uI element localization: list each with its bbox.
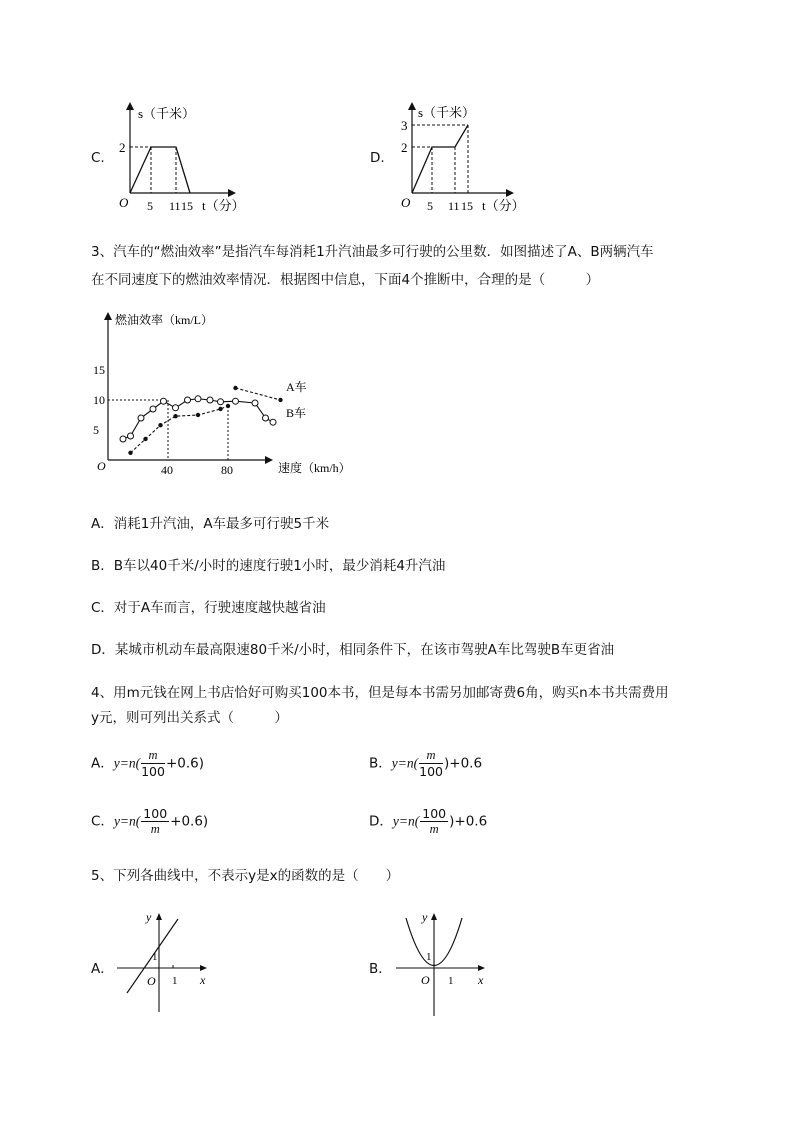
x-tick-11: 11 — [448, 199, 460, 213]
origin-label: O — [401, 195, 411, 210]
denominator: m — [429, 822, 439, 836]
series-1-point — [173, 414, 177, 418]
formula-suffix: +0.6) — [165, 755, 205, 772]
formula-prefix: y=n( — [392, 813, 420, 829]
q3-stem-line1: 3、汽车的“燃油效率”是指汽车每消耗1升汽油最多可行驶的公里数．如图描述了A、B两辆汽车 — [91, 244, 654, 260]
x-axis-arrow — [265, 456, 273, 464]
x-one-label: 1 — [448, 975, 454, 987]
x-tick-40: 40 — [161, 463, 173, 477]
q5-option-b-label[interactable]: B． — [369, 961, 392, 977]
numerator: 100 — [143, 806, 168, 821]
series-0-point — [263, 415, 269, 421]
q3-option-c[interactable]: C．对于A车而言，行驶速度越快越省油 — [91, 600, 326, 616]
series-0-point — [252, 400, 258, 406]
numerator: m — [141, 748, 165, 764]
series-0-point — [128, 433, 134, 439]
x-tick-15: 15 — [461, 199, 473, 213]
x-axis-arrow — [506, 189, 514, 197]
x-axis-label: t（分） — [202, 198, 245, 213]
fraction — [141, 806, 169, 837]
x-one-label: 1 — [172, 975, 178, 987]
q4-option-d[interactable] — [369, 806, 487, 837]
formula-prefix: y=n( — [113, 755, 141, 771]
option-label: A． — [91, 755, 114, 772]
series-0-point — [161, 398, 167, 404]
series-line-2 — [236, 388, 281, 400]
formula-suffix: +0.6) — [170, 813, 209, 830]
q4-option-c[interactable] — [91, 806, 208, 837]
q5-option-a-label[interactable]: A． — [91, 961, 114, 977]
y-tick-2: 2 — [119, 140, 126, 155]
numerator: 100 — [422, 806, 447, 821]
y-tick-5: 5 — [93, 423, 99, 437]
series-1-point — [158, 423, 162, 427]
denominator: 100 — [419, 764, 443, 779]
series-0-point — [120, 436, 126, 442]
series-1-point — [143, 437, 147, 441]
graph-c-line — [130, 147, 190, 193]
series-0-point — [185, 397, 191, 403]
x-label: x — [200, 973, 206, 987]
y-one-label: 1 — [152, 951, 158, 963]
x-axis-arrow — [228, 189, 236, 197]
x-tick-5: 5 — [147, 199, 153, 213]
q3-option-a[interactable]: A．消耗1升汽油，A车最多可行驶5千米 — [91, 516, 330, 532]
origin-label: O — [97, 459, 106, 473]
y-axis-arrow — [104, 312, 112, 320]
x-label: x — [478, 973, 484, 987]
x-axis-label: t（分） — [482, 198, 525, 213]
x-tick-11: 11 — [169, 199, 181, 213]
y-label: y — [422, 910, 428, 924]
y-axis-label: s（千米） — [418, 105, 476, 120]
series-b-label: B车 — [286, 406, 307, 420]
y-axis-arrow — [408, 102, 416, 110]
q5-graph-b — [388, 908, 498, 1018]
series-line-1 — [131, 406, 229, 453]
q5-stem: 5、下列各曲线中，不表示y是x的函数的是（ ） — [91, 868, 400, 884]
origin-label: O — [421, 973, 430, 987]
series-0-point — [138, 415, 144, 421]
series-2-point — [278, 398, 282, 402]
q5-graph-a — [112, 908, 217, 1018]
option-label: D． — [369, 813, 393, 830]
y-axis-label: s（千米） — [138, 106, 196, 121]
series-0-point — [270, 419, 276, 425]
denominator: 100 — [141, 764, 165, 779]
formula-prefix: y=n( — [113, 813, 141, 829]
q2-option-d-label: D. — [370, 150, 385, 166]
formula-suffix: )+0.6 — [443, 755, 483, 772]
option-label: C． — [91, 813, 114, 830]
x-axis-label: 速度（km/h） — [278, 461, 351, 475]
series-0-point — [150, 406, 156, 412]
y-label: y — [146, 910, 152, 924]
series-0-point — [173, 405, 179, 411]
series-0-point — [233, 398, 239, 404]
graph-d-line — [412, 125, 468, 193]
formula-prefix: y=n( — [391, 755, 419, 771]
fraction — [419, 748, 443, 779]
x-tick-5: 5 — [427, 199, 433, 213]
y-axis-label: 燃油效率（km/L） — [115, 313, 213, 327]
series-0-point — [195, 396, 201, 402]
series-0-point — [218, 399, 224, 405]
q4-stem-line2: y元，则可列出关系式（ ） — [91, 710, 288, 726]
y-axis-arrow — [126, 102, 134, 110]
series-1-point — [128, 451, 132, 455]
series-2-point — [233, 386, 237, 390]
y-tick-10: 10 — [93, 393, 105, 407]
q2-option-c-label: C. — [91, 150, 105, 166]
y-one-label: 1 — [426, 951, 432, 963]
x-tick-15: 15 — [181, 199, 193, 213]
q3-stem-line2: 在不同速度下的燃油效率情况．根据图中信息，下面4个推断中，合理的是（ ） — [91, 272, 600, 288]
y-tick-3: 3 — [401, 118, 408, 133]
q3-option-b[interactable]: B．B车以40千米/小时的速度行驶1小时，最少消耗4升汽油 — [91, 558, 446, 574]
numerator: m — [419, 748, 443, 764]
option-label: B． — [369, 755, 392, 772]
q4-option-a[interactable] — [91, 748, 204, 779]
y-tick-2: 2 — [401, 140, 408, 155]
series-a-label: A车 — [286, 380, 307, 394]
series-0-point — [207, 397, 213, 403]
q4-option-b[interactable] — [369, 748, 482, 779]
x-tick-80: 80 — [221, 463, 233, 477]
q2-graph-d — [392, 100, 542, 215]
denominator: m — [150, 822, 160, 836]
fraction — [420, 806, 448, 837]
origin-label: O — [119, 195, 129, 210]
q4-stem-line1: 4、用m元钱在网上书店恰好可购买100本书，但是每本书需另加邮寄费6角，购买n本书共需费用 — [91, 685, 669, 701]
series-1-point — [226, 404, 230, 408]
q3-fuel-efficiency-chart — [90, 306, 360, 481]
series-1-point — [196, 413, 200, 417]
series-line-0 — [123, 399, 273, 439]
y-tick-15: 15 — [93, 363, 105, 377]
formula-suffix: )+0.6 — [449, 813, 488, 830]
q3-option-d[interactable]: D．某城市机动车最高限速80千米/小时，相同条件下，在该市驾驶A车比驾驶B车更省油 — [91, 642, 615, 658]
series-1-point — [218, 407, 222, 411]
fraction — [141, 748, 165, 779]
q2-graph-c — [110, 100, 260, 215]
origin-label: O — [147, 974, 156, 988]
